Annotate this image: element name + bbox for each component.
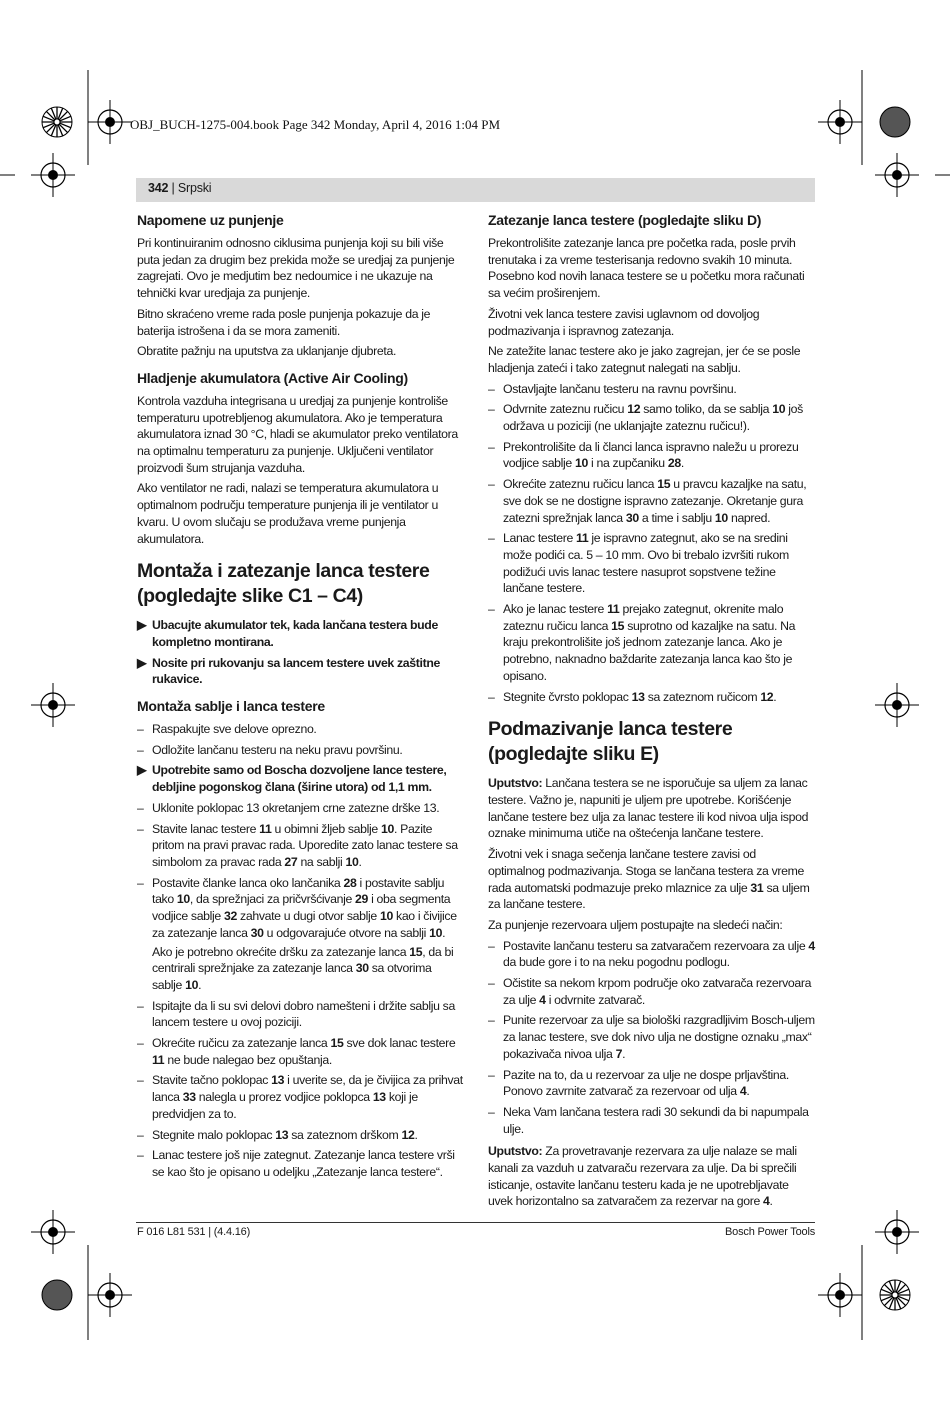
list-item: – Odvrnite zateznu ručicu 12 samo toliko, da se sablja 10 još održava u poziciji (ne uklanjajte zateznu ručicu!). (488, 402, 803, 434)
note-paragraph: Uputstvo: Lančana testera se ne isporučuje sa uljem za lanac testere. Važno je, napuniti je uljem pre upotrebe. Korišćenje lančane testere bez ulja za lanac testere ili kod nivoa ulja ispod oznake minimuma utiče na oštećenja lančane testere. (488, 776, 809, 841)
list-item: – Lanac testere još nije zategnut. Zatezanje lanca testere vrši se kao što je opisano u odeljku „Zatezanje lanca testere“. (137, 1148, 455, 1179)
paragraph: Kontrola vazduha integrisana u uredjaj za punjenje kontroliše temperaturu upotrebljenog akumulatora. Ako je temperatura akumulatora iznad 30 °C, hladi se akumulator preko ventilatora na optimalnu temperaturu za punjenje. Uključeni ventilator proizvodi šum strujanja vazduha. (137, 393, 458, 475)
warning-item: ▶ Ubacujte akumulator tek, kada lančana testera bude kompletno montirana. (137, 618, 438, 649)
list-item: – Postavite članke lanca oko lančanika 28 i postavite sablju tako 10, da sprežnjaci za pričvršćivanje 29 i oba segmenta vodjice sablje 32 zahvate u dugi otvor sablje 10 kao i čivijice za zatezanje lanca 30 u odgovarajuće otvore na sablji 10. Ako je potrebno okrećite dršku za zatezanje lanca 15, da bi centrirali sprežnjake za zatezanje lanca 30 sa otvorima sablje 10. (137, 875, 464, 994)
registration-mark-icon (875, 683, 919, 727)
list-item: – Punite rezervoar za ulje sa biološki razgradljivim Bosch-uljem za lanac testere, sve dok nivo ulja ne dostigne oznaku „max“ pokazivača nivoa ulja 7. (488, 1013, 815, 1061)
paragraph: Prekontrolišite zatezanje lanca pre početka rada, posle prvih trenutaka i za vreme testerisanja redovno svakih 10 minuta. Posebno kod novih lanaca testere se u početku mora računati sa većim proširenjem. (488, 236, 805, 301)
list-item: – Postavite lančanu testeru sa zatvaračem rezervoara za ulje 4 da bude gore i to na neku pogodnu podlogu. (488, 938, 815, 970)
footer-rule (136, 1222, 815, 1223)
section-heading: Hladjenje akumulatora (Active Air Cooling) (137, 369, 408, 386)
page-header: 342 | Srpski (148, 181, 212, 195)
arrow-bullet-icon: ▶ (137, 763, 147, 778)
warning-item: ▶ Nosite pri rukovanju sa lancem testere uvek zaštitne rukavice. (137, 655, 440, 687)
list-item: – Uklonite poklopac 13 okretanjem crne zatezne drške 13. (137, 800, 440, 815)
list-item: – Odložite lančanu testeru na neku pravu površinu. (137, 742, 403, 757)
list-item: – Ostavljajte lančanu testeru na ravnu površinu. (488, 381, 737, 396)
list-item: – Okrećite zateznu ručicu lanca 15 u pravcu kazaljke na satu, sve dok se ne dostigne ispravno zatezanje. Okretanje gura zatezni sprežnjak lanca 30 a time i sablju 10 napred. (488, 477, 807, 525)
registration-mark-icon (31, 683, 75, 727)
list-item-continuation: Ako je potrebno okrećite dršku za zatezanje lanca 15, da bi centrirali sprežnjake za zatezanje lanca 30 sa otvorima sablje 10. (152, 944, 454, 992)
footer-brand: Bosch Power Tools (725, 1226, 815, 1238)
footer-doc-number: F 016 L81 531 | (4.4.16) (137, 1226, 251, 1238)
chapter-heading: Montaža i zatezanje lanca testere (pogledajte slike C1 – C4) (137, 560, 430, 608)
arrow-bullet-icon: ▶ (137, 655, 147, 670)
right-column (488, 208, 815, 1214)
registration-mark-icon (88, 1273, 132, 1317)
list-item: – Ako je lanac testere 11 prejako zategnut, okrenite malo zateznu ručicu lanca 15 suprotno od kazaljke na satu. Na kraju prekontrolišite još jednom zatezanje lanca. Ako je potrebno, naknadno baždarite zatezanja lanca kao što je opisano. (488, 602, 796, 683)
registration-mark-icon (31, 153, 75, 197)
chapter-heading: Podmazivanje lanca testere (pogledajte sliku E) (488, 718, 733, 766)
paragraph: Ako ventilator ne radi, nalazi se temperatura akumulatora u optimalnom području temperature punjenja ili je ventilator u kvaru. U ovom slučaju se produžava vreme punjenja akumulatora. (137, 481, 439, 546)
list-item: – Lanac testere 11 je ispravno zategnut, ako se na sredini može podići ca. 5 – 10 mm. Ovo bi trebalo izvršiti rukom podižući uvis lanac testere nasuprot sopstvene težine lančane testere. (488, 531, 789, 596)
list-item: – Prekontrolišite da li članci lanca ispravno naležu u prorezu vodjice sablje 10 i na zupčaniku 28. (488, 439, 799, 471)
color-wheel-icon (880, 1280, 910, 1310)
registration-mark-icon (88, 100, 132, 144)
list-item: – Stavite tačno poklopac 13 i uverite se, da je čivijica za prihvat lanca 33 nalegla u prorez vodjice poklopca 13 koji je predvidjen za to. (137, 1073, 463, 1121)
list-item: – Očistite sa nekom krpom područje oko zatvarača rezervoara za ulje 4 i odvrnite zatvarač. (488, 976, 812, 1007)
list-item: – Neka Vam lančana testera radi 30 sekundi da bi napumpala ulje. (488, 1104, 809, 1136)
paragraph: Ne zatežite lanac testere ako je jako zagrejan, jer će se posle hladjenja zateći i tako zategnut nalegati na sablju. (488, 344, 801, 375)
list-item: – Pazite na to, da u rezervoar za ulje ne dospe prljavština. Ponovo zavrnite zatvarač za rezervoar od ulja 4. (488, 1067, 789, 1099)
paragraph: Za punjenje rezervoara uljem postupajte na sledeći način: (488, 917, 783, 932)
section-heading: Montaža sablje i lanca testere (137, 698, 325, 715)
section-heading: Napomene uz punjenje (137, 212, 284, 228)
list-item: – Stavite lanac testere 11 u obimni žljeb sablje 10. Pazite pritom na pravi pravac rada. Uporedite zato lanac testere sa simbolom za pravac rada 27 na sablji 10. (137, 821, 458, 869)
registration-mark-icon (875, 1210, 919, 1254)
list-item: – Ispitajte da li su svi delovi dobro namešteni i držite sablju sa lancem testere u ovoj poziciji. (137, 998, 455, 1030)
color-wheel-icon (42, 107, 72, 137)
registration-mark-icon (31, 1210, 75, 1254)
language-label: Srpski (177, 181, 212, 195)
list-item: – Raspakujte sve delove oprezno. (137, 722, 317, 737)
registration-mark-icon (875, 153, 919, 197)
arrow-bullet-icon: ▶ (137, 618, 147, 633)
warning-item: ▶ Upotrebite samo od Boscha dozvoljene lance testere, debljine pogonskog člana (širine utora) od 1,1 mm. (137, 763, 447, 795)
list-item: – Stegnite čvrsto poklopac 13 sa zateznom ručicom 12. (488, 689, 777, 704)
registration-mark-icon (818, 1273, 862, 1317)
paragraph: Obratite pažnju na uputstva za uklanjanje djubreta. (137, 344, 397, 359)
page-header-bar (136, 178, 815, 202)
paragraph: Životni vek lanca testere zavisi uglavnom od dovoljog podmazivanja i ispravnog zatezanja. (488, 306, 760, 338)
left-column (137, 208, 464, 1185)
list-item: – Stegnite malo poklopac 13 sa zateznom drškom 12. (137, 1127, 418, 1142)
list-item: – Okrećite ručicu za zatezanje lanca 15 sve dok lanac testere 11 ne bude nalegao bez opuštanja. (137, 1036, 456, 1067)
paragraph: Životni vek i snaga sečenja lančane testere zavisi od optimalnog podmazivanja. Stoga se lančana testera za vreme rada automatski podmazuje preko mlaznice za ulje 31 sa uljem za lančane testere. (488, 847, 810, 912)
paragraph: Pri kontinuiranim odnosno ciklusima punjenja koji su bili više puta jedan za drugim bez prekida može se uredjaj za punjenje zagrejati. Ovo je medjutim bez nedoumice i ne ukazuje na tehnički kvar uredjaja za punjenje. (137, 236, 455, 301)
paragraph: Bitno skraćeno vreme rada posle punjenja pokazuje da je baterija istrošena i da se mora zameniti. (137, 306, 431, 338)
registration-mark-icon (818, 100, 862, 144)
note-paragraph: Uputstvo: Za provetravanje rezervara za ulje nalaze se mali kanali za vazduh u zatvaraču rezervara za ulje. Da bi sprečili isticanje, ostavite lančanu testeru kada je ne upotrebljavate uvek horizontalno sa zatvaračem za rezervar na gore 4. (488, 1144, 797, 1209)
page-number: 342 (148, 181, 169, 195)
file-info-line: OBJ_BUCH-1275-004.book Page 342 Monday, April 4, 2016 1:04 PM (130, 117, 501, 132)
section-heading: Zatezanje lanca testere (pogledajte sliku D) (488, 212, 762, 228)
